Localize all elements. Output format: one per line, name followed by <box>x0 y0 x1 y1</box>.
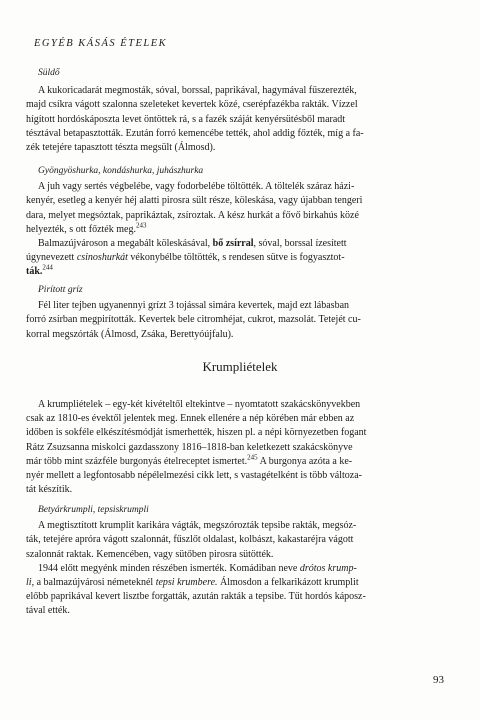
italic-term: li <box>26 577 32 589</box>
paragraph-line <box>26 251 440 265</box>
paragraph-line: nyér mellett a legfontosabb népélelmezési cikk lett, s vastagételként is több változa- <box>26 470 362 482</box>
line-text: ták. <box>26 266 43 278</box>
paragraph-line <box>26 265 440 279</box>
paragraph-line: csak az 1810-es évektől jelentek meg. Ennek ellenére a nép körében már ebben az <box>26 413 355 425</box>
line-text: 1944 előtt megyénk minden részében ismerték. Komádiban neve <box>38 562 298 574</box>
paragraph-line: A juh vagy sertés végbelébe, vagy fodorbelébe töltötték. A töltelék száraz házi- <box>38 181 355 193</box>
paragraph-line <box>26 223 440 237</box>
paragraph-line: zék tetejére tapasztott tészta megsült (Álmosd). <box>26 142 216 154</box>
section-gyongyoshurka <box>26 164 440 280</box>
section-heading-krumpli: Krumpliételek <box>202 359 278 374</box>
paragraph-line <box>26 576 440 590</box>
paragraph-line: kenyér, esetleg a kenyér héj alatti pirosra sült része, köleskása, vagy újabban tengeri <box>26 195 363 207</box>
bold-text: bő zsírral <box>212 238 254 250</box>
line-text: Balmazújvároson a megabált köleskásával, <box>38 238 211 250</box>
footnote-ref: 245 <box>247 453 258 462</box>
paragraph-line: A krumpliételek – egy-két kivételtől eltekintve – nyomtatott szakácskönyvekben <box>38 399 361 410</box>
footnote-ref: 244 <box>42 264 53 273</box>
paragraph-line: majd csíkra vágott szalonna szeleteket kevertek közé, cserépfazékba rakták. Vízzel <box>26 99 358 111</box>
section-title: Betyárkrumpli, tepsiskrumpli <box>38 505 149 515</box>
line-text: helyezték, s ott főzték meg. <box>26 223 136 235</box>
chapter-header: EGYÉB KÁSÁS ÉTELEK <box>34 38 168 49</box>
section-piritott-griz <box>26 283 440 342</box>
section-suldo <box>26 66 440 155</box>
line-text: már több mint százféle burgonyás ételreceptet ismertet. <box>26 455 248 467</box>
paragraph-line <box>26 562 440 576</box>
paragraph-line: szalonnát raktak. Kemencében, vagy sütőben pirosra sütötték. <box>26 548 274 560</box>
line-text: , a balmazújvárosi németeknél <box>31 577 154 589</box>
line-text: Álmosdon a felkarikázott krumplit <box>217 577 359 589</box>
paragraph-line: tésztával betapasztották. Ezután forró kemencébe tették, ahol addig főzték, míg a fa- <box>26 127 364 139</box>
italic-term: tepsi krumbere. <box>155 577 218 589</box>
paragraph-line: tát készítik. <box>26 484 73 496</box>
section-title: Pirított gríz <box>38 285 83 295</box>
paragraph-line <box>26 237 440 251</box>
section-krumpli-intro <box>26 398 440 497</box>
page-number: 93 <box>433 674 444 686</box>
footnote-ref: 243 <box>135 221 147 230</box>
italic-term: csinoshurkát <box>76 252 128 264</box>
line-text: vékonybélbe töltötték, s rendesen sütve is fogyasztot- <box>130 252 345 264</box>
paragraph-line: Rátz Zsuzsanna miskolci gazdasszony 1816–1818-ban keletkezett szakácskönyve <box>26 441 353 453</box>
paragraph-line: előbb paprikával kevert lisztbe forgatták, azután rakták a tepsibe. Tűt hordós káposz- <box>26 591 366 603</box>
paragraph-line: A kukoricadarát megmosták, sóval, borssal, paprikával, hagymával fűszerezték, <box>38 85 357 97</box>
paragraph-line: dara, melyet megsóztak, paprikáztak, zsíroztak. A kész hurkát a fővő birkahús közé <box>26 209 359 221</box>
paragraph-line: A megtisztított krumplit karikára vágták, megszórozták tepsibe rakták, megsóz- <box>38 520 357 532</box>
paragraph-line: korral megszórták (Álmosd, Zsáka, Berettyóújfalu). <box>26 328 234 340</box>
paragraph-line: időben is sokféle elkészítésmódját ismerhették, hiszen pl. a népi környezetben fogant <box>26 427 367 439</box>
paragraph-line: ták, tetejére apróra vágott szalonnát, fűszlőt oldalast, kolbászt, kakastaréjra vágott <box>26 534 354 546</box>
paragraph-line: forró zsírban megpirították. Kevertek bele citromhéjat, cukrot, mazsolát. Tetejét cu- <box>26 314 361 326</box>
line-text: , sóval, borssal ízesített <box>253 238 347 250</box>
paragraph-line: tával ették. <box>26 605 70 617</box>
section-title: Süldő <box>38 68 60 78</box>
italic-term: drótos krump- <box>299 562 357 574</box>
paragraph-line: hígított hordóskáposzta levet öntöttek rá, s a fazék száját kenyérsütésből maradt <box>26 113 346 125</box>
section-title: Gyöngyöshurka, kondáshurka, juhászhurka <box>38 166 204 176</box>
paragraph-line: Fél liter tejben ugyanennyi grízt 3 tojással simára kevertek, majd ezt lábasban <box>38 300 350 312</box>
line-text: A burgonya azóta a ke- <box>257 455 353 467</box>
line-text: úgynevezett <box>26 252 75 264</box>
section-betyarkrumpli <box>26 503 440 619</box>
paragraph-line <box>26 455 440 469</box>
